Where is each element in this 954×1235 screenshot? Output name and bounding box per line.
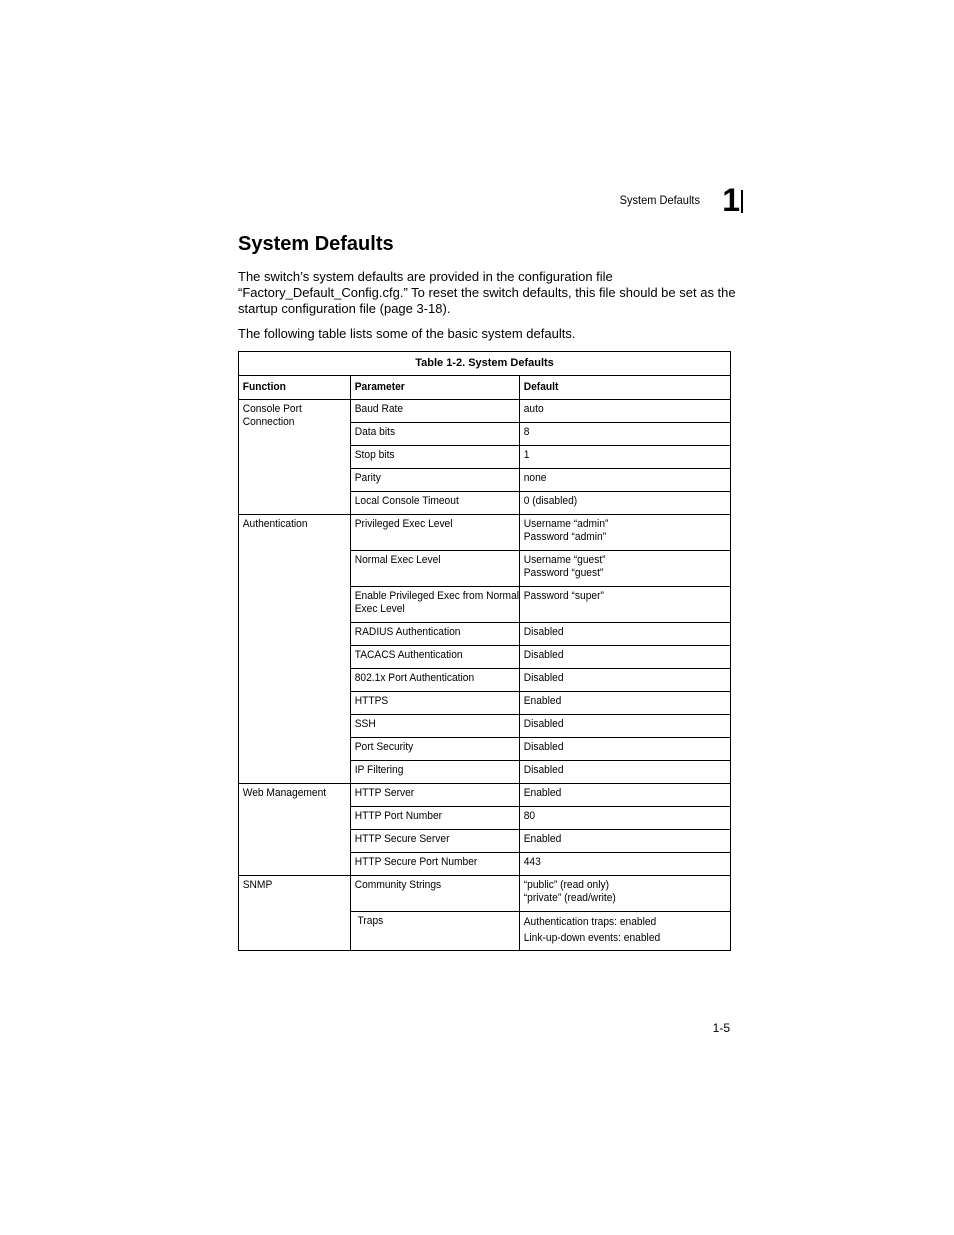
default-cell: Enabled (520, 692, 731, 715)
parameter-cell: Port Security (351, 738, 520, 761)
chapter-rule (741, 190, 743, 213)
function-cell: SNMP (239, 876, 351, 951)
chapter-number: 1 (722, 182, 740, 218)
table-header-row (239, 376, 731, 400)
parameter-cell: HTTP Port Number (351, 807, 520, 830)
parameter-cell: Community Strings (351, 876, 520, 912)
default-cell: Enabled (520, 830, 731, 853)
parameter-cell: Stop bits (351, 446, 520, 469)
parameter-cell: HTTP Secure Port Number (351, 853, 520, 876)
default-cell: Disabled (520, 761, 731, 784)
parameter-cell: HTTPS (351, 692, 520, 715)
column-header-default: Default (520, 376, 731, 400)
table-caption: Table 1-2. System Defaults (239, 352, 731, 376)
default-cell: Disabled (520, 646, 731, 669)
function-cell: Web Management (239, 784, 351, 876)
system-defaults-table-wrap (238, 351, 730, 951)
system-defaults-table (238, 351, 731, 951)
parameter-cell: 802.1x Port Authentication (351, 669, 520, 692)
parameter-cell: RADIUS Authentication (351, 623, 520, 646)
default-cell: 1 (520, 446, 731, 469)
parameter-cell: Baud Rate (351, 400, 520, 423)
default-cell: Password “super” (520, 587, 731, 623)
parameter-cell: HTTP Server (351, 784, 520, 807)
default-cell: Disabled (520, 669, 731, 692)
default-cell: 80 (520, 807, 731, 830)
parameter-cell: Normal Exec Level (351, 551, 520, 587)
default-cell: Enabled (520, 784, 731, 807)
function-cell: Console Port Connection (239, 400, 351, 515)
default-cell: 443 (520, 853, 731, 876)
function-cell: Authentication (239, 515, 351, 784)
default-cell: Disabled (520, 623, 731, 646)
default-cell: Disabled (520, 738, 731, 761)
table-row (239, 515, 731, 551)
column-header-parameter: Parameter (351, 376, 520, 400)
table-row (239, 876, 731, 912)
page-number: 1-5 (712, 1021, 730, 1035)
parameter-cell: Traps (351, 912, 520, 951)
default-cell: “public” (read only) “private” (read/write) (520, 876, 731, 912)
table-caption-row (239, 352, 731, 376)
parameter-cell: Privileged Exec Level (351, 515, 520, 551)
page-title: System Defaults (238, 233, 394, 255)
default-cell: Authentication traps: enabled Link-up-down events: enabled (520, 912, 731, 951)
default-cell: Username “guest” Password “guest” (520, 551, 731, 587)
parameter-cell: Enable Privileged Exec from Normal Exec Level (351, 587, 520, 623)
parameter-cell: Parity (351, 469, 520, 492)
parameter-cell: Local Console Timeout (351, 492, 520, 515)
default-cell: 8 (520, 423, 731, 446)
default-cell: auto (520, 400, 731, 423)
intro-paragraph: The switch’s system defaults are provided in the configuration file “Factory_Default_Config.cfg.” To reset the switch defaults, this file should be set as the startup configuration file (page 3-18). (238, 269, 736, 316)
column-header-function: Function (239, 376, 351, 400)
default-cell: none (520, 469, 731, 492)
parameter-cell: Data bits (351, 423, 520, 446)
default-cell: Username “admin” Password “admin” (520, 515, 731, 551)
parameter-cell: TACACS Authentication (351, 646, 520, 669)
table-intro-paragraph: The following table lists some of the basic system defaults. (238, 326, 576, 341)
table-row (239, 784, 731, 807)
default-cell: Disabled (520, 715, 731, 738)
table-row (239, 400, 731, 423)
parameter-cell: IP Filtering (351, 761, 520, 784)
header-section-label: System Defaults (619, 193, 700, 207)
parameter-cell: SSH (351, 715, 520, 738)
default-cell: 0 (disabled) (520, 492, 731, 515)
parameter-cell: HTTP Secure Server (351, 830, 520, 853)
